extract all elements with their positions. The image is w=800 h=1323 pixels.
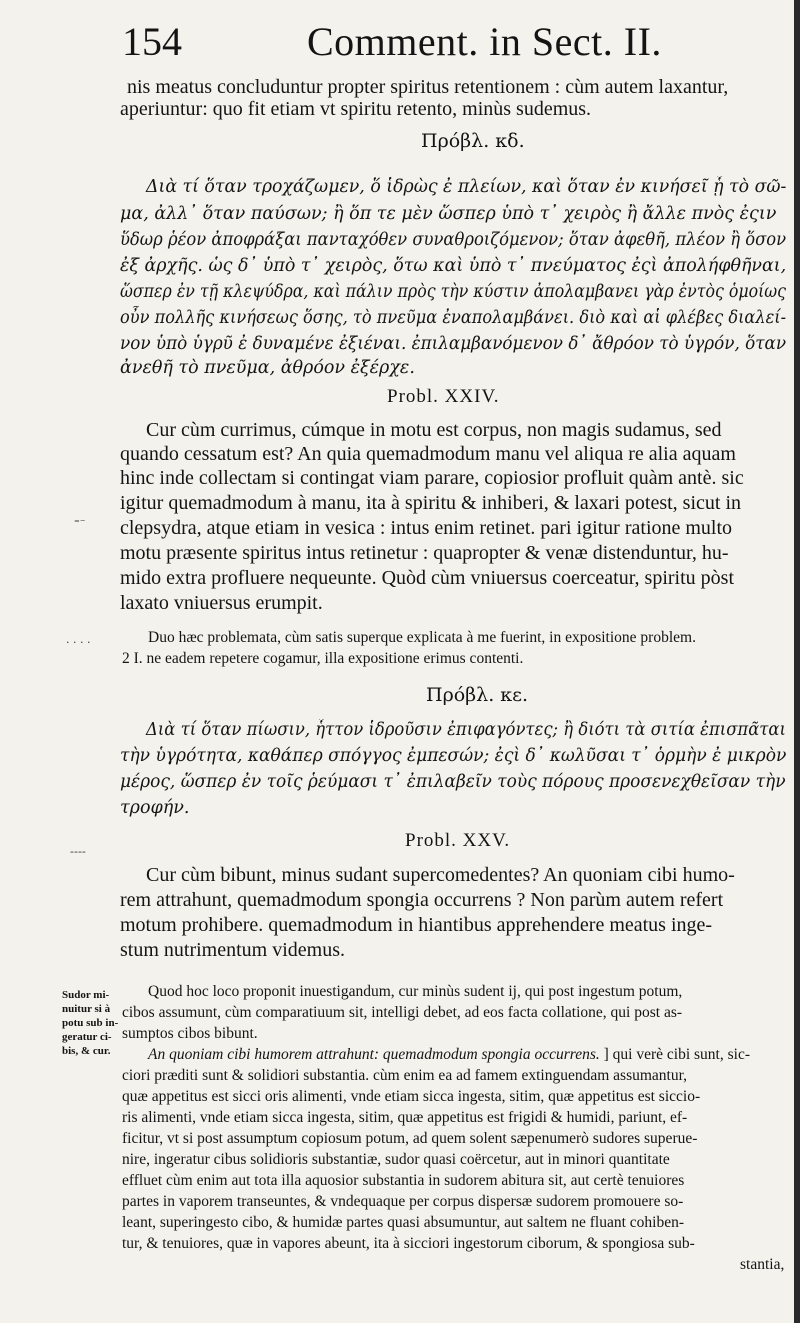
page-header: [122, 18, 782, 74]
greek-line: ἐξ ἀρχῆς. ὡς δ᾽ ὑπὸ τ᾽ χειρὸς, ὅτω καὶ ὑπὸ τ᾽ πνεύματος ἐςὶ ἀπολήφθῆναι,: [120, 256, 787, 276]
text-line: aperiuntur: quo fit etiam vt spiritu retento, minùs sudemus.: [120, 98, 592, 120]
margin-note-line: potu sub in-: [62, 1017, 119, 1029]
latin-problem-heading: Probl. XXV.: [405, 830, 511, 851]
commentary-line: 2 I. ne eadem repetere cogamur, illa expositione erimus contenti.: [122, 650, 524, 667]
greek-line: Διὰ τί ὅταν τροχάζωμεν, ὅ ἱδρὼς ἐ πλείων, καὶ ὅταν ἐν κινήσεῖ ᾗ τὸ σῶ-: [146, 177, 787, 197]
commentary-line: stantia,: [740, 1256, 785, 1273]
latin-line: igitur quemadmodum à manu, ita à spiritu & inhiberi, & laxari potest, sicut in: [120, 492, 741, 514]
margin-note-line: geratur ci-: [62, 1031, 112, 1043]
margin-note-line: nuitur si à: [62, 1003, 111, 1015]
commentary-line: effluet cùm enim aut tota illa aquosior substantia in sudorem abitura sit, aut certè tenuiores: [122, 1172, 685, 1189]
greek-line: τὴν ὑγρότητα, καθάπερ σπόγγος ἐμπεσών; ἐςὶ δ᾽ κωλῦσαι τ᾽ ὁρμὴν ἐ μικρὸν: [120, 746, 787, 766]
page-edge: [794, 0, 800, 1323]
latin-line: rem attrahunt, quemadmodum spongia occurrens ? Non parùm autem refert: [120, 889, 724, 911]
latin-line: Cur cùm bibunt, minus sudant supercomedentes? An quoniam cibi humo-: [146, 864, 735, 886]
bleed-mark: · · · ·: [66, 636, 91, 649]
greek-line: οὖν πολλῆς κινήσεως ὅσης, τὸ πνεῦμα ἐναπολαμβάνει. διὸ καὶ αἱ φλέβες διαλεί-: [120, 308, 787, 328]
lemma-line: [148, 1046, 750, 1064]
greek-line: τροφήν.: [120, 798, 190, 818]
greek-line: ὕδωρ ῥέον ἀποφράξαι πανταχόθεν συναθροιζόμενον; ὅταν ἀφεθῆ, πλέον ἢ ὅσον: [120, 230, 787, 250]
latin-line: laxato vniuersus erumpit.: [120, 592, 323, 614]
latin-line: motu præsente spiritus intus retinetur : quapropter & venæ distenduntur, hu-: [120, 542, 729, 564]
commentary-line: Quod hoc loco proponit inuestigandum, cur minùs sudent ij, qui post ingestum potum,: [148, 983, 683, 1000]
commentary-line: partes in vaporem transeuntes, & vndequaque per corpus dispersæ sudorem promouere so-: [122, 1193, 684, 1210]
latin-problem-heading: Probl. XXIV.: [387, 386, 500, 407]
greek-problem-heading: Πρόβλ. κε.: [426, 684, 529, 706]
commentary-line: ciori præditi sunt & solidiori substantia. cùm enim ea ad famem extinguendam assumantur,: [122, 1067, 688, 1084]
greek-line: ἀνεθῆ τὸ πνεῦμα, ἀθρόον ἐξέρχε.: [120, 358, 415, 378]
latin-line: motum prohibere. quemadmodum in hiantibus apprehendere meatus inge-: [120, 914, 713, 936]
lemma: An quoniam cibi humorem attrahunt: quemadmodum spongia occurrens.: [148, 1046, 600, 1063]
commentary-line: cibos assumunt, cùm comparatiuum sit, intelligi debet, ad eos facta collatione, qui post as-: [122, 1004, 683, 1021]
latin-line: clepsydra, atque etiam in vesica : intus enim retinet. pari igitur ratione multo: [120, 517, 733, 539]
greek-line: μα, ἀλλ᾽ ὅταν παύσων; ἢ ὅπ τε μὲν ὥσπερ ὑπὸ τ᾽ χειρὸς ἢ ἄλλε πνὸς ἐςιν: [120, 204, 777, 224]
commentary-line: leant, superingesto cibo, & humidæ partes quasi absumuntur, aut saltem ne fluant cohiben-: [122, 1214, 684, 1231]
lemma-tail: ] qui verè cibi sunt, sic-: [603, 1046, 750, 1063]
commentary-line: tur, & tenuiores, quæ in vapores abeunt, ita à sicciori ingestorum ciborum, & spongiosa sub-: [122, 1235, 695, 1252]
greek-line: μέρος, ὥσπερ ἐν τοῖς ῥεύμασι τ᾽ ἐπιλαβεῖν τοὺς πόρους προσενεχθεῖσαν τὴν: [120, 772, 786, 792]
text-line: nis meatus concluduntur propter spiritus retentionem : cùm autem laxantur,: [127, 76, 729, 98]
commentary-line: sumptos cibos bibunt.: [122, 1025, 258, 1042]
bleed-mark: ‑‑‑‑: [70, 845, 86, 858]
commentary-line: Duo hæc problemata, cùm satis superque explicata à me fuerint, in expositione problem.: [148, 629, 696, 646]
margin-note: [62, 988, 118, 1058]
greek-problem-heading: Πρόβλ. κδ.: [421, 130, 525, 152]
running-title: Comment. in Sect. II.: [307, 19, 662, 64]
commentary-line: quæ appetitus est sicci oris alimenti, vnde etiam sicca ingesta, sitim, quæ appetitus est siccio-: [122, 1088, 701, 1105]
latin-line: hinc inde collectam si contingat viam parare, copiosior profluit quàm antè. sic: [120, 467, 744, 489]
margin-note-line: Sudor mi-: [62, 989, 110, 1001]
commentary-line: ficitur, vt si post assumptum copiosum potum, ad quem solent sæpenumerò sudores superue-: [122, 1130, 698, 1147]
page-number: 154: [122, 19, 182, 64]
margin-note-line: bis, & cur.: [62, 1045, 111, 1057]
latin-line: Cur cùm currimus, cúmque in motu est corpus, non magis sudamus, sed: [146, 419, 722, 441]
commentary-line: ris alimenti, vnde etiam sicca ingesta, sitim, quæ appetitus est frigidi & humidi, pariunt, ef-: [122, 1109, 688, 1126]
greek-line: νον ὑπὸ ὑγρῦ ἐ δυναμένε ἐξιέναι. ἐπιλαμβανόμενον δ᾽ ἄθρόον τὸ ὑγρόν, ὅταν: [120, 334, 787, 354]
latin-line: stum nutrimentum videmus.: [120, 939, 345, 961]
bleed-mark: ⁼⁻: [74, 516, 86, 529]
latin-line: mido extra profluere nequeunte. Quòd cùm vniuersus coerceatur, spiritu pòst: [120, 567, 735, 589]
commentary-line: nire, ingeratur cibus solidioris substantiæ, sudor quasi coërcetur, aut in minori quantitate: [122, 1151, 670, 1168]
greek-line: ὥσπερ ἐν τῇ κλεψύδρα, καὶ πάλιν πρὸς τὴν κύστιν ἀπολαμβανει γὰρ ἐντὸς ὁμοίως: [120, 282, 787, 302]
latin-line: quando cessatum est? An quia quemadmodum manu vel aliqua re alia aquam: [120, 443, 736, 465]
greek-line: Διὰ τί ὅταν πίωσιν, ἧττον ἱδροῦσιν ἐπιφαγόντες; ἢ διότι τὰ σιτία ἐπισπᾶται: [146, 720, 786, 740]
